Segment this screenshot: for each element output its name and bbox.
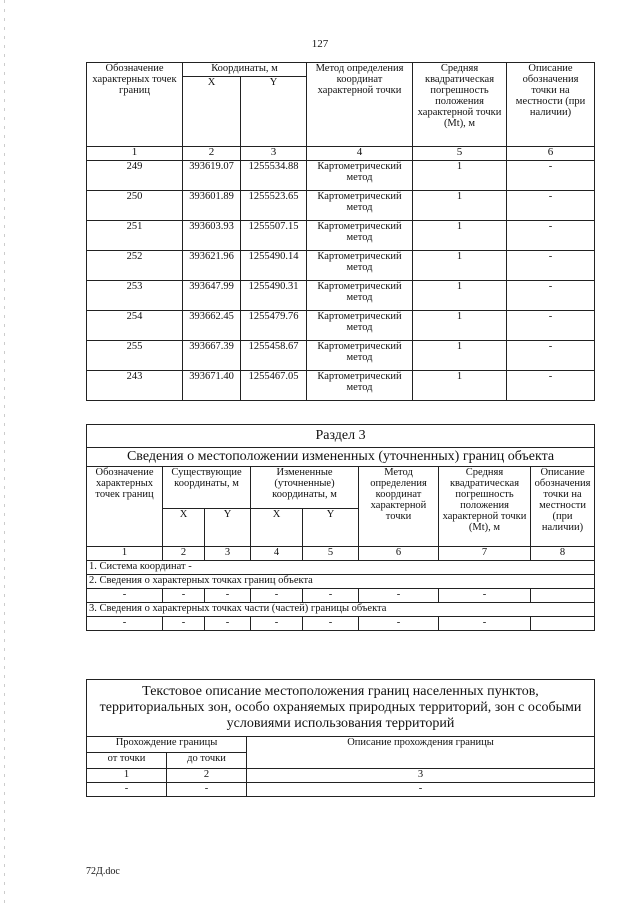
empty-cell: - <box>167 783 247 797</box>
coord-x: 393621.96 <box>183 251 241 281</box>
coordinates-table <box>86 62 595 401</box>
header-x: X <box>163 509 205 547</box>
coord-x: 393662.45 <box>183 311 241 341</box>
coord-x: 393647.99 <box>183 281 241 311</box>
col-number: 5 <box>303 547 359 561</box>
col-number: 1 <box>87 769 167 783</box>
empty-cell: - <box>205 617 251 631</box>
empty-cell: - <box>87 783 167 797</box>
empty-cell: - <box>359 617 439 631</box>
table-row <box>87 311 595 341</box>
header-y: Y <box>241 77 307 147</box>
header-passage: Прохождение границы <box>87 737 247 753</box>
empty-cell: - <box>359 589 439 603</box>
col-number: 4 <box>251 547 303 561</box>
coord-x: 393671.40 <box>183 371 241 401</box>
table-row <box>87 191 595 221</box>
section3-table <box>86 424 595 631</box>
point-description: - <box>507 191 595 221</box>
table-row <box>87 589 595 603</box>
table-row <box>87 783 595 797</box>
coord-x: 393603.93 <box>183 221 241 251</box>
mt-value: 1 <box>413 251 507 281</box>
page-number: 127 <box>311 38 329 50</box>
coord-y: 1255534.88 <box>241 161 307 191</box>
method: Картометрический метод <box>307 221 413 251</box>
coord-y: 1255467.05 <box>241 371 307 401</box>
mt-value: 1 <box>413 281 507 311</box>
method: Картометрический метод <box>307 281 413 311</box>
header-description: Описание обозначения точки на местности (при наличии) <box>531 467 595 547</box>
header-from-point: от точки <box>87 753 167 769</box>
boundary-description-table <box>86 679 595 797</box>
point-description: - <box>507 161 595 191</box>
col-number: 2 <box>167 769 247 783</box>
coord-y: 1255490.14 <box>241 251 307 281</box>
empty-cell: - <box>303 617 359 631</box>
header-method: Метод определения координат характерной точки <box>359 467 439 547</box>
empty-cell: - <box>439 617 531 631</box>
header-existing-coords: Существующие координаты, м <box>163 467 251 509</box>
coord-x: 393601.89 <box>183 191 241 221</box>
empty-cell: - <box>247 783 595 797</box>
col-number: 6 <box>507 147 595 161</box>
col-number: 4 <box>307 147 413 161</box>
point-description: - <box>507 311 595 341</box>
method: Картометрический метод <box>307 161 413 191</box>
point-description: - <box>507 341 595 371</box>
coordinate-system-row: 1. Система координат - <box>87 561 595 575</box>
table-row <box>87 281 595 311</box>
header-x: X <box>251 509 303 547</box>
header-error: Средняя квадратическая погрешность положения характерной точки (Mt), м <box>413 63 507 147</box>
scan-edge <box>4 0 5 905</box>
method: Картометрический метод <box>307 251 413 281</box>
table-row <box>87 371 595 401</box>
table-row <box>87 221 595 251</box>
text-description-title: Текстовое описание местоположения границ населенных пунктов, территориальных зон, особо охраняемых природных территорий, зон с особыми условиями использования территорий <box>87 680 595 737</box>
method: Картометрический метод <box>307 341 413 371</box>
header-description: Описание обозначения точки на местности (при наличии) <box>507 63 595 147</box>
point-id: 254 <box>87 311 183 341</box>
coord-y: 1255507.15 <box>241 221 307 251</box>
table-row <box>87 341 595 371</box>
header-y: Y <box>303 509 359 547</box>
method: Картометрический метод <box>307 191 413 221</box>
point-id: 252 <box>87 251 183 281</box>
mt-value: 1 <box>413 191 507 221</box>
col-number: 8 <box>531 547 595 561</box>
header-designation: Обозначение характерных точек границ <box>87 63 183 147</box>
coord-y: 1255479.76 <box>241 311 307 341</box>
header-changed-coords: Измененные (уточненные) координаты, м <box>251 467 359 509</box>
col-number: 3 <box>205 547 251 561</box>
point-id: 243 <box>87 371 183 401</box>
empty-cell: - <box>163 589 205 603</box>
point-id: 253 <box>87 281 183 311</box>
empty-cell <box>531 617 595 631</box>
mt-value: 1 <box>413 341 507 371</box>
empty-cell: - <box>439 589 531 603</box>
point-id: 250 <box>87 191 183 221</box>
header-coords: Координаты, м <box>183 63 307 77</box>
boundary-points-row: 2. Сведения о характерных точках границ объекта <box>87 575 595 589</box>
point-id: 251 <box>87 221 183 251</box>
coord-x: 393619.07 <box>183 161 241 191</box>
footer-filename: 72Д.doc <box>86 866 120 877</box>
point-description: - <box>507 221 595 251</box>
method: Картометрический метод <box>307 311 413 341</box>
mt-value: 1 <box>413 161 507 191</box>
col-number: 2 <box>163 547 205 561</box>
coord-y: 1255490.31 <box>241 281 307 311</box>
point-description: - <box>507 371 595 401</box>
section3-subtitle: Сведения о местоположении измененных (уточненных) границ объекта <box>87 448 595 467</box>
point-description: - <box>507 281 595 311</box>
empty-cell: - <box>303 589 359 603</box>
section3-title: Раздел 3 <box>87 425 595 448</box>
col-number: 6 <box>359 547 439 561</box>
method: Картометрический метод <box>307 371 413 401</box>
header-designation: Обозначение характерных точек границ <box>87 467 163 547</box>
table-row <box>87 617 595 631</box>
point-id: 255 <box>87 341 183 371</box>
col-number: 3 <box>247 769 595 783</box>
empty-cell: - <box>205 589 251 603</box>
mt-value: 1 <box>413 371 507 401</box>
table-row <box>87 251 595 281</box>
table-row <box>87 161 595 191</box>
mt-value: 1 <box>413 311 507 341</box>
empty-cell: - <box>163 617 205 631</box>
col-number: 3 <box>241 147 307 161</box>
point-description: - <box>507 251 595 281</box>
col-number: 1 <box>87 547 163 561</box>
col-number: 2 <box>183 147 241 161</box>
col-number: 5 <box>413 147 507 161</box>
coord-y: 1255458.67 <box>241 341 307 371</box>
empty-cell: - <box>87 589 163 603</box>
header-to-point: до точки <box>167 753 247 769</box>
header-y: Y <box>205 509 251 547</box>
mt-value: 1 <box>413 221 507 251</box>
col-number: 7 <box>439 547 531 561</box>
col-number: 1 <box>87 147 183 161</box>
header-method: Метод определения координат характерной точки <box>307 63 413 147</box>
part-points-row: 3. Сведения о характерных точках части (частей) границы объекта <box>87 603 595 617</box>
empty-cell: - <box>251 589 303 603</box>
empty-cell <box>531 589 595 603</box>
header-x: X <box>183 77 241 147</box>
coord-y: 1255523.65 <box>241 191 307 221</box>
header-passage-description: Описание прохождения границы <box>247 737 595 769</box>
empty-cell: - <box>87 617 163 631</box>
point-id: 249 <box>87 161 183 191</box>
empty-cell: - <box>251 617 303 631</box>
header-error: Средняя квадратическая погрешность положения характерной точки (Mt), м <box>439 467 531 547</box>
coord-x: 393667.39 <box>183 341 241 371</box>
